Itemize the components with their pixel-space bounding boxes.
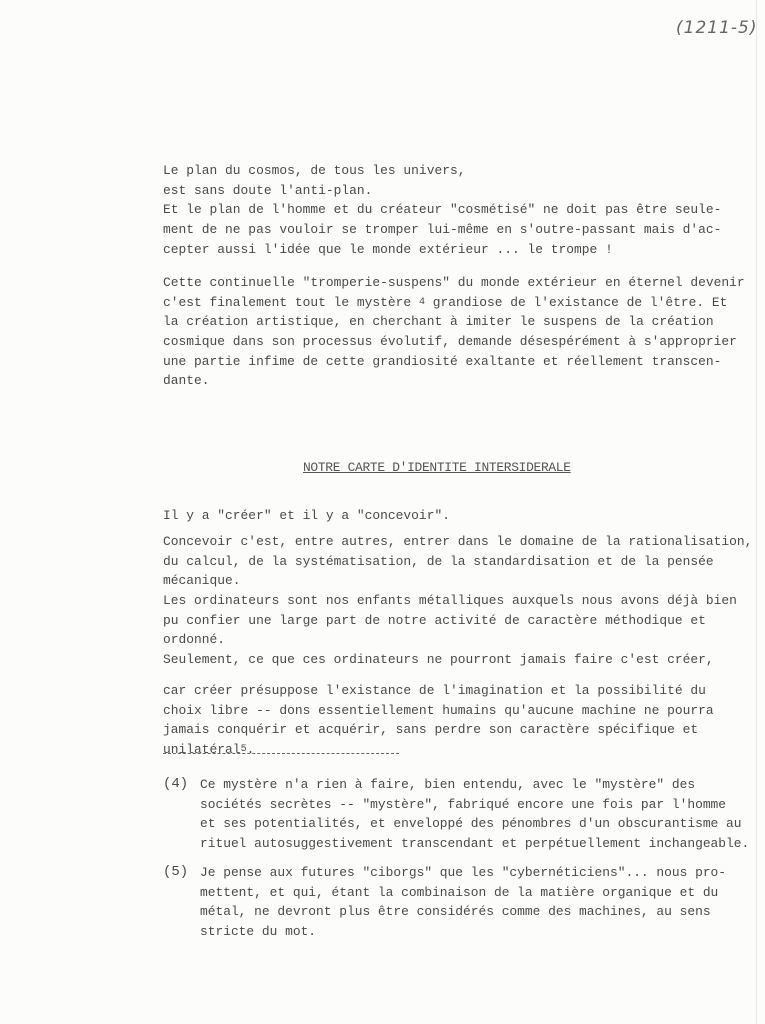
text-line: sociétés secrètes -- "mystère", fabriqué encore une fois par l'homme [200,796,727,812]
handwritten-reference: (1211-5) [676,18,758,38]
footnote-ref-4: 4 [418,296,425,308]
footnote-number: (4) [163,776,189,792]
paragraph-cosmos [163,161,721,259]
text-line: ment de ne pas vouloir se tromper lui-même en s'outre-passant mais d'ac- [163,222,722,238]
text-line: métal, ne devront plus être considérés comme des machines, au sens [200,904,711,920]
text: c'est finalement tout le mystère [163,294,419,310]
intro-line: Il y a "créer" et il y a "concevoir". [163,508,450,523]
footnote-4 [163,775,749,854]
paragraph-tromperie [163,273,745,391]
text-line: Et le plan de l'homme et du créateur "cosmétisé" ne doit pas être seule- [163,202,722,218]
page-edge [756,0,757,1024]
text: unilatéral [163,742,241,758]
text-line: mettent, et qui, étant la combinaison de la matière organique et du [200,884,719,900]
text-line: du calcul, de la systématisation, de la standardisation et de la pensée [163,553,714,569]
text-line: cosmique dans son processus évolutif, demande désespérément à s'approprier [163,334,737,350]
text-line: est sans doute l'anti-plan. [163,182,373,198]
footnote-number: (5) [163,864,189,880]
text-line: rituel autosuggestivement transcendant et perpétuellement inchangeable. [200,836,750,852]
text: . [246,742,255,758]
text-line [163,740,714,760]
text-line: et ses potentialités, et enveloppé des pénombres d'un obscurantisme au [200,816,742,832]
footnote-ref-5: 5 [240,744,247,756]
text-line: Ce mystère n'a rien à faire, bien entendu, avec le "mystère" des [200,777,696,792]
text-line: Cette continuelle "tromperie-suspens" du monde extérieur en éternel devenir [163,275,745,290]
text-line: Je pense aux futures "ciborgs" que les "cybernéticiens"... nous pro- [200,865,727,880]
paragraph-creer [163,681,714,760]
text-line: ordonné. [163,632,226,648]
text: grandiose de l'existance de l'être. Et [424,294,728,310]
footnote-separator [163,753,399,754]
text-line: dante. [163,373,210,389]
text-line [163,293,745,313]
text-line: mécanique. [163,573,241,589]
text-line: Seulement, ce que ces ordinateurs ne pourront jamais faire c'est créer, [163,652,714,668]
text-line: jamais conquérir et acquérir, sans perdre son caractère spécifique et [163,722,699,738]
text-line: Concevoir c'est, entre autres, entrer dans le domaine de la rationalisation, [163,534,753,549]
text-line: stricte du mot. [200,924,317,940]
text-line: choix libre -- dons essentiellement humains qu'aucune machine ne pourra [163,702,714,718]
text-line: une partie infime de cette grandiosité exaltante et réellement transcen- [163,353,722,369]
footnote-5 [163,863,726,942]
text-line: Les ordinateurs sont nos enfants métalliques auxquels nous avons déjà bien [163,593,737,609]
text-line: pu confier une large part de notre activité de caractère méthodique et [163,612,706,628]
text-line: cepter aussi l'idée que le monde extérieur ... le trompe ! [163,241,613,257]
section-title: NOTRE CARTE D'IDENTITE INTERSIDERALE [303,460,571,475]
text-line: car créer présuppose l'existance de l'imagination et la possibilité du [163,683,706,698]
text-line: Le plan du cosmos, de tous les univers, [163,163,466,178]
text-line: la création artistique, en cherchant à imiter le suspens de la création [163,314,714,330]
paragraph-concevoir [163,532,752,670]
